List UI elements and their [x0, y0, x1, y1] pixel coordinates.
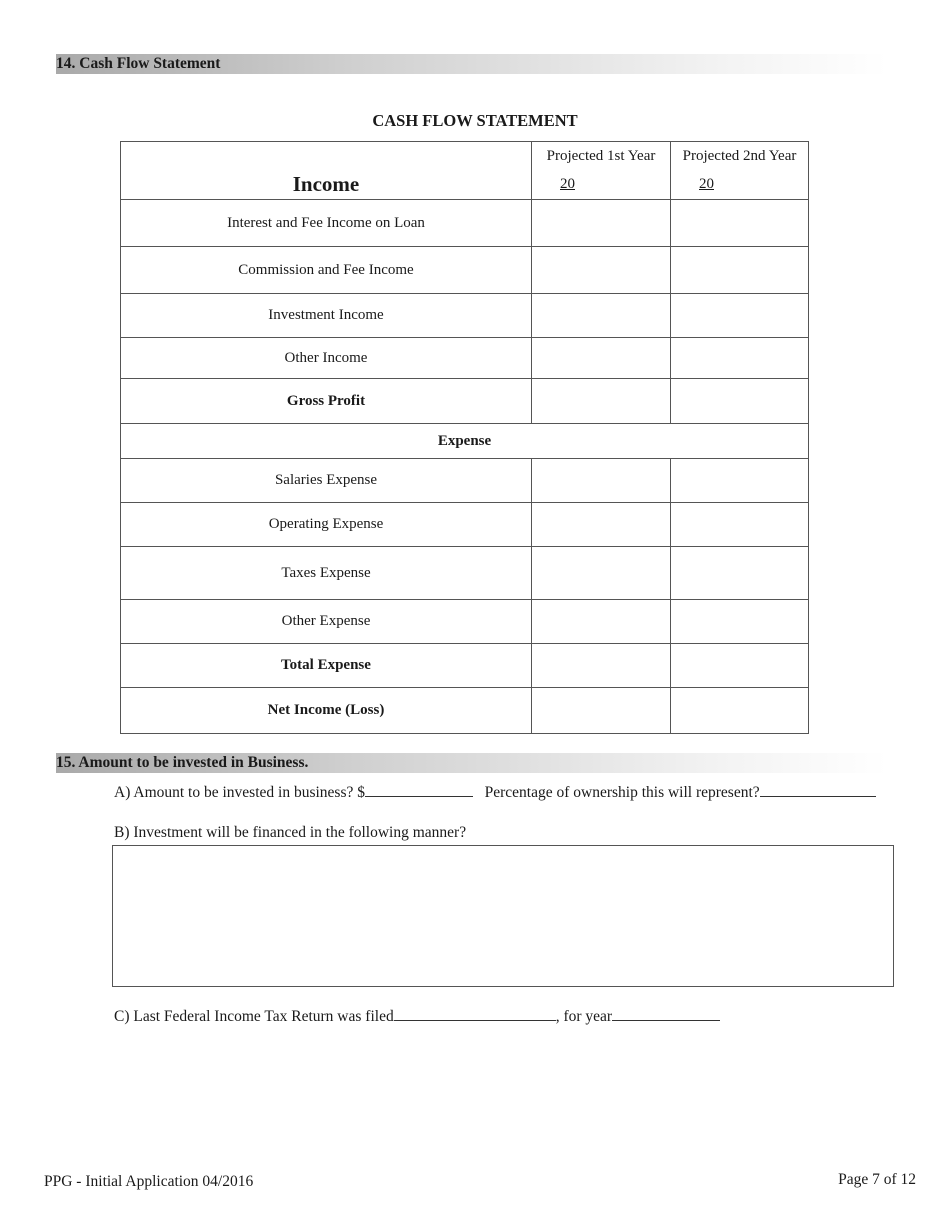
operating-year1-input[interactable]	[532, 503, 671, 547]
row-label-operating: Operating Expense	[121, 503, 532, 547]
year2-header-cell	[671, 142, 809, 200]
investment-year1-input[interactable]	[532, 294, 671, 338]
operating-year2-input[interactable]	[671, 503, 809, 547]
table-row	[121, 644, 809, 688]
for-year-label: , for year	[555, 1008, 613, 1025]
income-header-cell	[121, 142, 532, 200]
section-14-header	[56, 54, 888, 74]
table-row	[121, 547, 809, 600]
question-c-label: C) Last Federal Income Tax Return was filed	[114, 1008, 394, 1025]
table-header-row	[121, 142, 809, 200]
commission-year2-input[interactable]	[671, 247, 809, 294]
footer-page-number: Page 7 of 12	[838, 1171, 916, 1188]
interest-year1-input[interactable]	[532, 200, 671, 247]
row-label-taxes: Taxes Expense	[121, 547, 532, 600]
row-label-investment: Investment Income	[121, 294, 532, 338]
other-income-year1-input[interactable]	[532, 338, 671, 379]
table-row	[121, 294, 809, 338]
table-row	[121, 688, 809, 734]
year1-field[interactable]: 20	[560, 176, 575, 192]
expense-header-cell	[121, 424, 809, 459]
other-income-year2-input[interactable]	[671, 338, 809, 379]
question-a	[114, 782, 876, 802]
question-b: B) Investment will be financed in the following manner?	[114, 824, 467, 841]
table-row	[121, 503, 809, 547]
ownership-label: Percentage of ownership this will represent?	[484, 784, 760, 801]
salaries-year2-input[interactable]	[671, 459, 809, 503]
total-expense-year1-input[interactable]	[532, 644, 671, 688]
financing-description-box[interactable]	[112, 845, 894, 987]
year2-header: Projected 2nd Year	[682, 148, 797, 164]
table-row	[121, 600, 809, 644]
row-label-other-income: Other Income	[121, 338, 532, 379]
net-income-year2-input[interactable]	[671, 688, 809, 734]
row-label-interest: Interest and Fee Income on Loan	[121, 200, 532, 247]
question-a-label: A) Amount to be invested in business? $	[114, 784, 365, 801]
net-income-year1-input[interactable]	[532, 688, 671, 734]
interest-year2-input[interactable]	[671, 200, 809, 247]
section-15-title: 15. Amount to be invested in Business.	[56, 754, 309, 771]
taxes-year1-input[interactable]	[532, 547, 671, 600]
gross-profit-year1-input[interactable]	[532, 379, 671, 424]
amount-invested-field[interactable]	[365, 782, 473, 797]
commission-year1-input[interactable]	[532, 247, 671, 294]
table-row	[121, 459, 809, 503]
row-label-salaries: Salaries Expense	[121, 459, 532, 503]
row-label-net-income: Net Income (Loss)	[121, 688, 532, 734]
footer-form-id: PPG - Initial Application 04/2016	[44, 1173, 254, 1190]
income-label: Income	[292, 172, 360, 196]
investment-year2-input[interactable]	[671, 294, 809, 338]
section-14-title: 14. Cash Flow Statement	[56, 55, 221, 72]
table-title: CASH FLOW STATEMENT	[372, 111, 578, 130]
cash-flow-table	[120, 141, 809, 734]
salaries-year1-input[interactable]	[532, 459, 671, 503]
row-label-gross-profit: Gross Profit	[121, 379, 532, 424]
tax-return-filed-field[interactable]	[394, 1006, 556, 1021]
ownership-percentage-field[interactable]	[760, 782, 876, 797]
row-label-commission: Commission and Fee Income	[121, 247, 532, 294]
tax-year-field[interactable]	[612, 1006, 720, 1021]
question-c	[114, 1006, 720, 1026]
taxes-year2-input[interactable]	[671, 547, 809, 600]
row-label-total-expense: Total Expense	[121, 644, 532, 688]
year1-header-cell	[532, 142, 671, 200]
table-row	[121, 247, 809, 294]
section-15-header	[56, 753, 888, 773]
other-expense-year2-input[interactable]	[671, 600, 809, 644]
year1-header: Projected 1st Year	[546, 148, 656, 164]
other-expense-year1-input[interactable]	[532, 600, 671, 644]
table-row	[121, 379, 809, 424]
expense-section-row	[121, 424, 809, 459]
expense-label: Expense	[437, 432, 492, 449]
gross-profit-year2-input[interactable]	[671, 379, 809, 424]
total-expense-year2-input[interactable]	[671, 644, 809, 688]
table-row	[121, 200, 809, 247]
row-label-other-expense: Other Expense	[121, 600, 532, 644]
table-row	[121, 338, 809, 379]
year2-field[interactable]: 20	[699, 176, 714, 192]
